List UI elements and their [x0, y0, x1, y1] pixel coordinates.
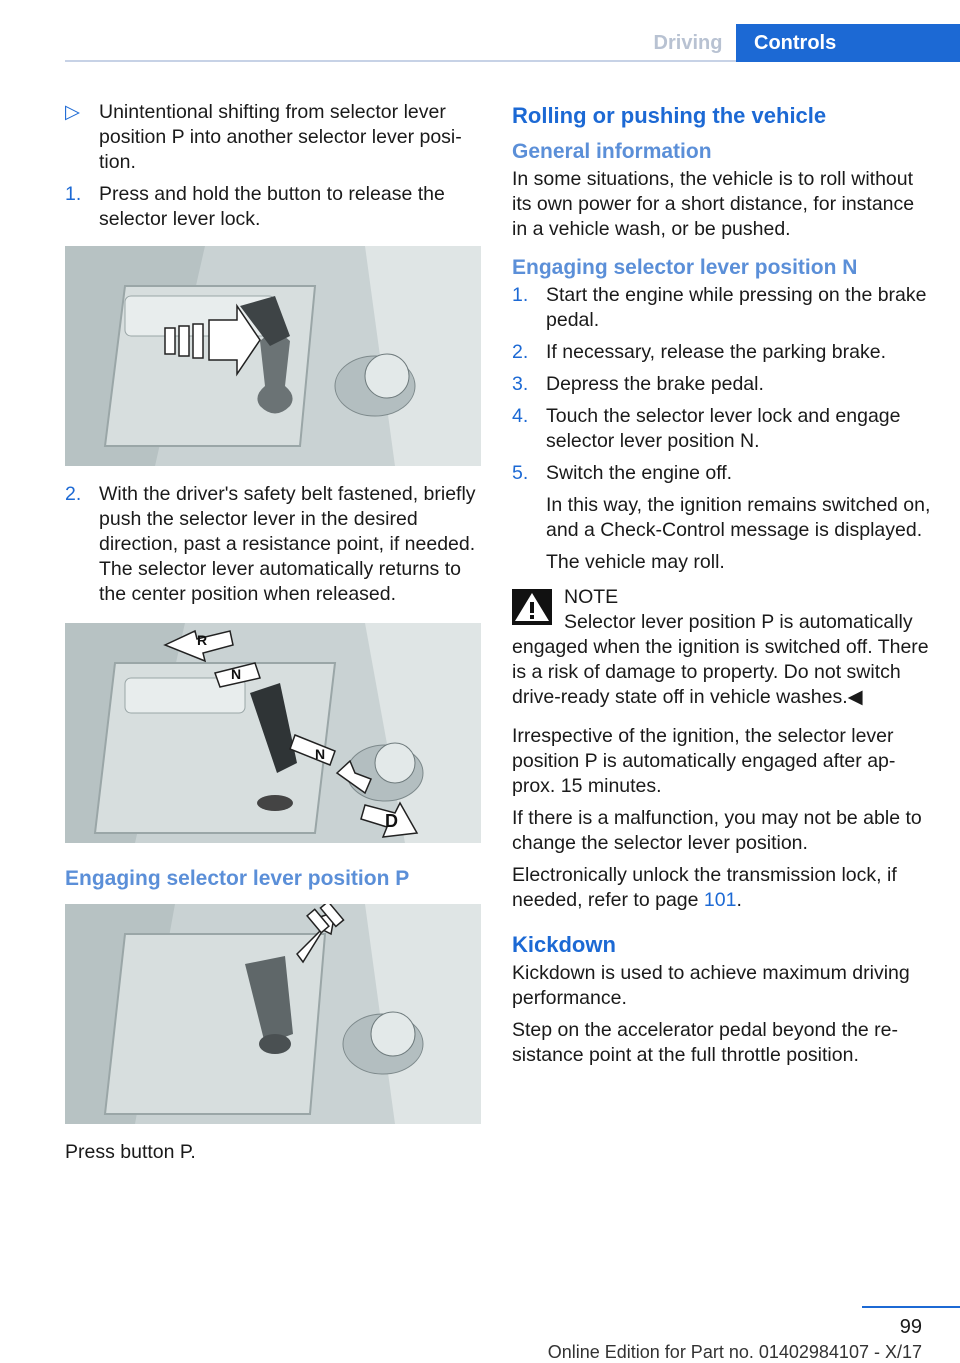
list-item	[65, 100, 481, 175]
figure-selector-lever-directions	[65, 623, 481, 843]
figure-selector-lever-lock	[65, 246, 481, 466]
list-item	[65, 182, 481, 232]
heading-engaging-p: Engaging selector lever position P	[65, 867, 410, 890]
note-title: NOTE	[564, 586, 619, 608]
step-text: Start the engine while pressing on the brake pedal.	[546, 284, 927, 331]
heading-kickdown: Kickdown	[512, 932, 616, 957]
step-text: Depress the brake pedal.	[546, 373, 764, 395]
step-number: 2.	[512, 341, 529, 363]
step-text: Press and hold the button to release the selector lever lock.	[99, 183, 445, 230]
para-unlock	[512, 863, 932, 913]
kickdown-text-1: Kickdown is used to achieve maximum driving performance.	[512, 962, 910, 1009]
footer-edition: Online Edition for Part no. 01402984107 - X/17	[547, 1342, 922, 1362]
fig-label-d: D	[385, 811, 398, 831]
page-link-101[interactable]: 101	[703, 889, 737, 911]
figure-button-p	[65, 904, 481, 1124]
list-item	[512, 372, 932, 397]
fig-label-r: R	[197, 632, 208, 648]
step-number: 5.	[512, 462, 529, 484]
list-item	[512, 283, 932, 333]
para-unlock-suffix: .	[736, 889, 742, 911]
warning-icon	[512, 589, 552, 625]
step-number: 1.	[512, 284, 529, 306]
heading-general-information: General information	[512, 140, 712, 163]
list-item	[65, 482, 481, 607]
heading-engaging-n: Engaging selector lever position N	[512, 256, 858, 279]
bullet-text: Unintentional shifting from selector lever position P into another selector lever position.	[99, 101, 462, 173]
para-malfunction: If there is a malfunction, you may not be able to change the selector lever position.	[512, 807, 922, 854]
page-number-rule	[862, 1306, 960, 1308]
kickdown-text-2: Step on the accelerator pedal beyond the resistance point at the full throttle position.	[512, 1019, 898, 1066]
step-text: With the driver's safety belt fastened, briefly push the selector lever in the desired direction, past a resistance point, if needed. The selector lever automatically returns to the center position when released.	[99, 483, 476, 605]
list-item	[512, 340, 932, 365]
right-column	[512, 100, 932, 1075]
para-unlock-text: Electronically unlock the transmission lock, if needed, refer to page	[512, 864, 897, 911]
fig-label-n-bottom: N	[315, 746, 326, 762]
step-text: Touch the selector lever lock and engage selector lever position N.	[546, 405, 901, 452]
bullet-marker: ▷	[65, 101, 80, 123]
list-item	[512, 461, 932, 486]
step-number: 3.	[512, 373, 529, 395]
step5-detail: In this way, the ignition remains switched on, and a Check-Control message is displayed.	[546, 494, 931, 541]
step5-roll-note: The vehicle may roll.	[546, 551, 725, 573]
note-box	[512, 585, 932, 710]
step-number: 2.	[65, 483, 82, 505]
para-irrespective: Irrespective of the ignition, the selector lever position P is automatically engaged after approx. 15 minutes.	[512, 725, 896, 797]
step-number: 1.	[65, 183, 82, 205]
left-column	[65, 100, 481, 1172]
fig-label-n-top: N	[231, 666, 242, 682]
tab-controls[interactable]: Controls	[736, 24, 960, 62]
step-text: If necessary, release the parking brake.	[546, 341, 886, 363]
general-text: In some situations, the vehicle is to roll without its own power for a short distance, for instance in a vehicle wash, or be pushed.	[512, 168, 915, 240]
caption-press-button-p: Press button P.	[65, 1141, 196, 1163]
step-text: Switch the engine off.	[546, 462, 733, 484]
section-title-rolling: Rolling or pushing the vehicle	[512, 103, 827, 128]
note-text: Selector lever position P is automatically engaged when the ignition is switched off. There is a risk of damage to property. Do not switch drive-ready state off in vehicle washes.◀	[512, 611, 929, 708]
step-number: 4.	[512, 405, 529, 427]
tab-driving[interactable]: Driving	[653, 32, 723, 54]
list-item	[512, 404, 932, 454]
page-number: 99	[899, 1316, 922, 1338]
